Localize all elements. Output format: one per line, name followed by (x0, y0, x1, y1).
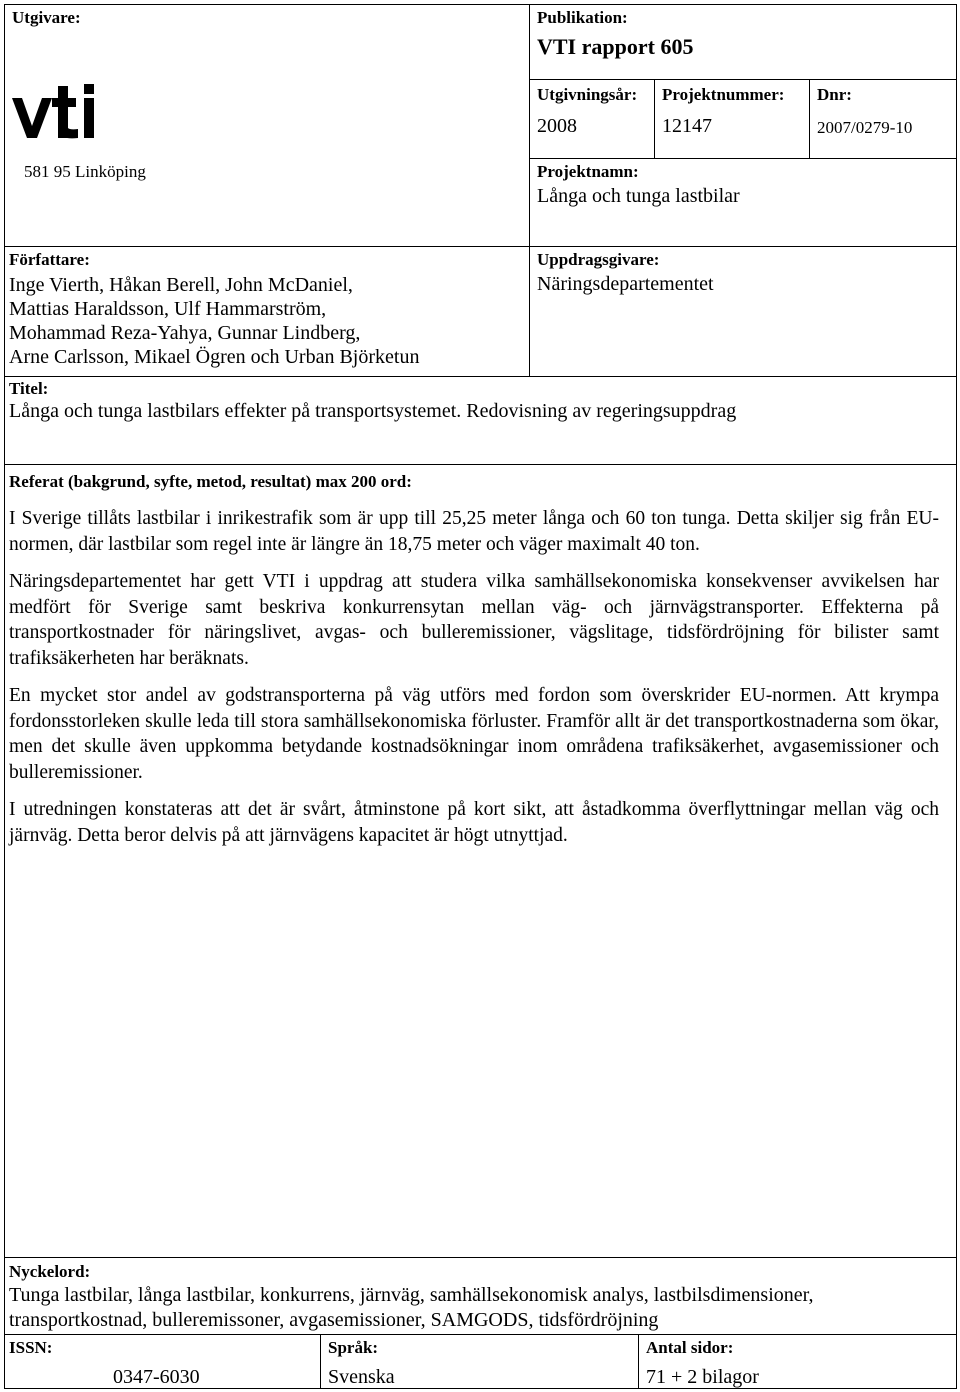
project-number-value: 12147 (662, 115, 712, 137)
abstract-paragraph: I Sverige tillåts lastbilar i inrikestrafik som är upp till 25,25 meter långa och 60 ton tunga. Detta skiljer sig från EU-normen, där lastbilar som regel inte är längre än 18,75 meter och väger maximalt 40 ton. (9, 508, 939, 555)
dnr-value: 2007/0279-10 (817, 118, 913, 137)
border-right (956, 4, 957, 1389)
divider-year-row (529, 158, 957, 159)
keywords-label: Nyckelord: (9, 1262, 91, 1281)
divider-dnr-col (809, 79, 810, 158)
author-line: Arne Carlsson, Mikael Ögren och Urban Björketun (9, 346, 420, 368)
issn-label: ISSN: (9, 1338, 53, 1357)
author-line: Inge Vierth, Håkan Berell, John McDaniel, (9, 274, 353, 296)
divider-issn-col (320, 1334, 321, 1389)
divider-year-col (654, 79, 655, 158)
divider-header-bottom (4, 246, 957, 247)
project-name-value: Långa och tunga lastbilar (537, 185, 740, 207)
divider-pub-row (529, 79, 957, 80)
pages-value: 71 + 2 bilagor (646, 1366, 759, 1388)
client-value: Näringsdepartementet (537, 273, 714, 295)
project-name-label: Projektnamn: (537, 162, 639, 181)
keywords-value: Tunga lastbilar, långa lastbilar, konkurrens, järnväg, samhällsekonomisk analys, lastbilsdimensioner, transportkostnad, bulleremissoner, avgasemissioner, SAMGODS, tidsfördröjning (9, 1284, 814, 1331)
divider-title-row (4, 376, 957, 377)
abstract-paragraph: I utredningen konstateras att det är svårt, åtminstone på kort sikt, att åstadkomma överflyttningar mellan väg och järnväg. Detta beror delvis på att järnvägens kapacitet är högt utnyttjad. (9, 799, 939, 846)
abstract-body (9, 506, 939, 860)
abstract-label: Referat (bakgrund, syfte, metod, resultat) max 200 ord: (9, 472, 412, 491)
author-line: Mattias Haraldsson, Ulf Hammarström, (9, 298, 327, 320)
divider-keywords-top (4, 1257, 957, 1258)
border-top (4, 4, 957, 5)
language-label: Språk: (328, 1338, 379, 1357)
pages-label: Antal sidor: (646, 1338, 734, 1357)
vti-logo (12, 82, 102, 142)
abstract-paragraph: En mycket stor andel av godstransporterna på väg utförs med fordon som överskrider EU-normen. Att krympa fordonsstorleken skulle leda till stora samhällsekonomiska förluster. Framför allt är det transportkostnaderna som ökar, men det skulle även uppkomma betydande kostnadsökningar inom områdena trafiksäkerhet, avgasemissioner och bulleremissioner. (9, 685, 939, 783)
authors-list (9, 273, 419, 369)
divider-lang-col (638, 1334, 639, 1389)
divider-abstract-top (4, 464, 957, 465)
dnr-label: Dnr: (817, 85, 852, 104)
authors-label: Författare: (9, 250, 90, 269)
publication-value: VTI rapport 605 (537, 34, 694, 59)
publication-label: Publikation: (537, 8, 628, 27)
author-line: Mohammad Reza-Yahya, Gunnar Lindberg, (9, 322, 361, 344)
border-left (4, 4, 5, 1389)
divider-header-vertical (529, 4, 530, 377)
year-value: 2008 (537, 115, 577, 137)
title-label: Titel: (9, 379, 49, 398)
year-label: Utgivningsår: (537, 85, 638, 104)
language-value: Svenska (328, 1366, 395, 1388)
publisher-address: 581 95 Linköping (24, 162, 146, 181)
title-value: Långa och tunga lastbilars effekter på transportsystemet. Redovisning av regeringsuppdrag (9, 400, 737, 422)
issn-value: 0347-6030 (113, 1366, 200, 1388)
publisher-label: Utgivare: (12, 8, 81, 27)
divider-footer-top (4, 1334, 957, 1335)
client-label: Uppdragsgivare: (537, 250, 660, 269)
abstract-paragraph: Näringsdepartementet har gett VTI i uppdrag att studera vilka samhällsekonomiska konsekvenser avvikelsen har medfört för Sverige samt beskriva konkurrensytan mellan väg- och järnvägstransporter. Effekterna på transportkostnader för näringslivet, avgas- och bulleremissioner, vägslitage, tidsfördröjning för bilister samt trafiksäkerheten har beräknats. (9, 571, 939, 669)
project-number-label: Projektnummer: (662, 85, 785, 104)
